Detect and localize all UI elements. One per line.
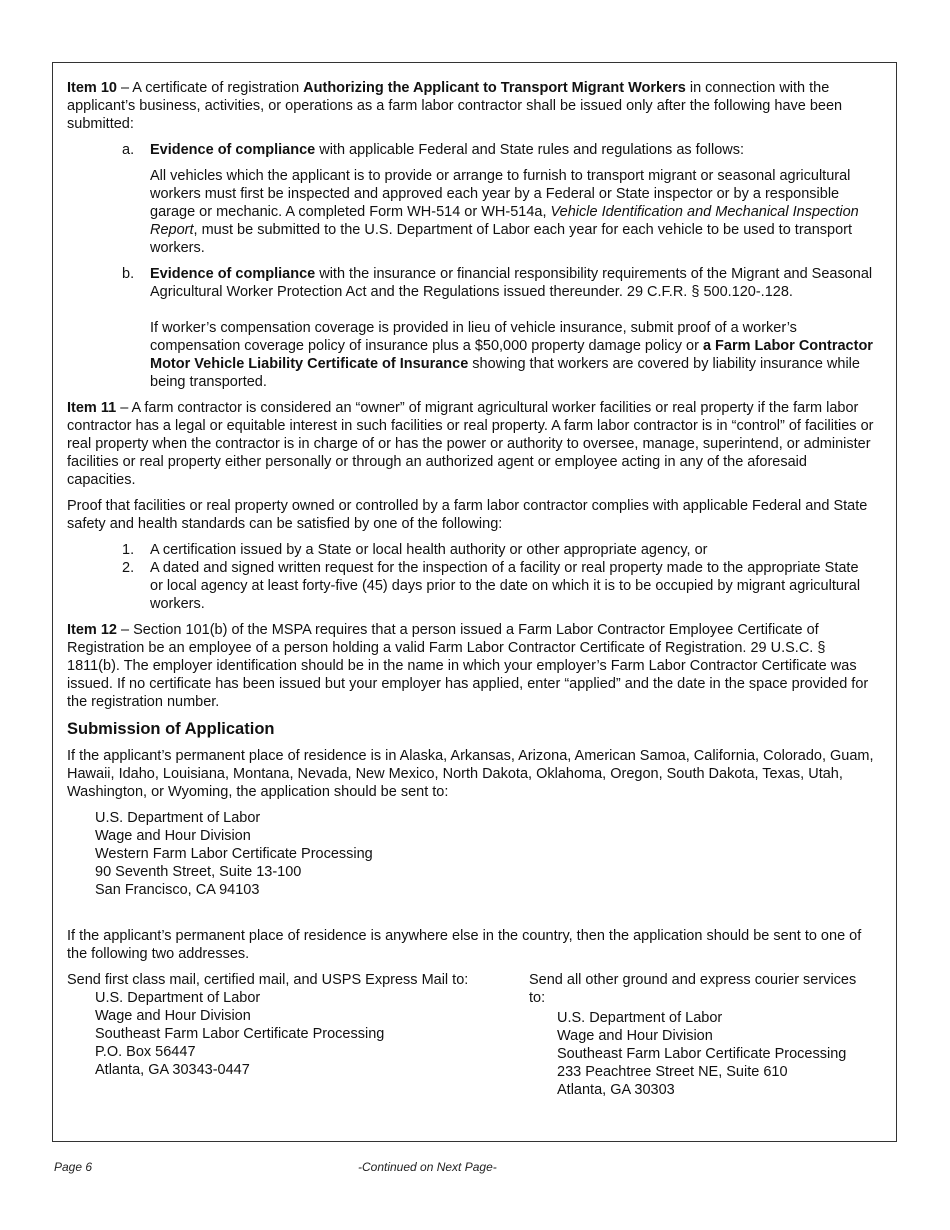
item-10-b-lead-text: with the insurance or financial responsibility requirements of the Migrant and Seasonal Agricultural Worker Protection Act and the Regulations issued thereunder. 29 C.F.R. § 500.120-.128. xyxy=(150,266,873,300)
list-item xyxy=(122,541,875,559)
item-10-a-detail xyxy=(150,167,875,257)
mail-label: Send first class mail, certified mail, and USPS Express Mail to: xyxy=(67,972,469,988)
list-item-number: 1. xyxy=(122,542,135,558)
item-10-a xyxy=(122,141,875,257)
address-line: Atlanta, GA 30303 xyxy=(557,1082,675,1098)
item-10-b-lead xyxy=(150,265,875,301)
address-line: Atlanta, GA 30343-0447 xyxy=(95,1062,250,1078)
address-line: San Francisco, CA 94103 xyxy=(95,882,260,898)
item-10-a-p1: All vehicles which the applicant is to provide or arrange to furnish to transport migrant or seasonal agricultural workers must first be inspected and approved each year by a Federal or State inspector or by a responsible garage or mechanic. A completed Form WH-514 or WH-514a, xyxy=(150,168,851,220)
item-12-paragraph xyxy=(67,621,875,711)
item-10-b-detail xyxy=(150,319,875,391)
courier-address xyxy=(557,1009,875,1099)
address-line: 233 Peachtree Street NE, Suite 610 xyxy=(557,1064,788,1080)
list-item xyxy=(122,559,875,613)
address-line: P.O. Box 56447 xyxy=(95,1044,196,1060)
item-10-label: Item 10 xyxy=(67,80,117,96)
address-line: Western Farm Labor Certificate Processing xyxy=(95,846,373,862)
item-10-a-bold: Evidence of compliance xyxy=(150,142,316,158)
item-10-b-p1: If worker’s compensation coverage is provided in lieu of vehicle insurance, submit proof of a worker’s compensation coverage policy of insurance plus a $50,000 property damage policy or xyxy=(150,320,797,354)
western-intro: If the applicant’s permanent place of residence is in Alaska, Arkansas, Arizona, American Samoa, California, Colorado, Guam, Hawaii, Idaho, Louisiana, Montana, Nevada, New Mexico, North Dakota, Oklahoma, Oregon, South Dakota, Texas, Utah, Washington, or Wyoming, the application should be sent to: xyxy=(67,748,874,800)
continued-note: -Continued on Next Page- xyxy=(358,1160,497,1174)
else-intro: If the applicant’s permanent place of residence is anywhere else in the country, then the application should be sent to one of the following two addresses. xyxy=(67,928,862,962)
item-11-proof: Proof that facilities or real property owned or controlled by a farm labor contractor complies with applicable Federal and State safety and health standards can be satisfied by one of the following: xyxy=(67,498,868,532)
address-columns xyxy=(67,971,875,1099)
mail-address xyxy=(95,989,529,1079)
item-10-bold: Authorizing the Applicant to Transport Migrant Workers xyxy=(303,80,686,96)
item-10-b-bold: Evidence of compliance xyxy=(150,266,316,282)
item-10-a-letter: a. xyxy=(122,142,135,158)
address-line: 90 Seventh Street, Suite 13-100 xyxy=(95,864,302,880)
page-number: Page 6 xyxy=(54,1160,93,1174)
item-12-text: – Section 101(b) of the MSPA requires that a person issued a Farm Labor Contractor Employee Certificate of Registration be an employee of a person holding a valid Farm Labor Contractor Certificate of Registration. 29 U.S.C. § 1811(b). The employer identification should be in the name in which your employer’s Farm Labor Contractor Certificate was issued. If no certificate has been issued but your employer has applied, enter “applied” and the date in the space provided for the registration number. xyxy=(67,622,869,710)
list-item-text: A certification issued by a State or local health authority or other appropriate agency, or xyxy=(150,542,708,558)
item-12-label: Item 12 xyxy=(67,622,117,638)
item-11-text: – A farm contractor is considered an “owner” of migrant agricultural worker facilities or real property if the farm labor contractor has a legal or equitable interest in such facilities or real property. A farm labor contractor is in “control” of facilities or real property when the contractor is in charge of or has the power or authority to oversee, manage, superintend, or administer facilities or real property either personally or through an authorized agent or employee acting in any of the aforesaid capacities. xyxy=(67,400,874,488)
address-line: Southeast Farm Labor Certificate Processing xyxy=(557,1046,847,1062)
courier-label: Send all other ground and express courier services to: xyxy=(529,972,857,1006)
address-line: Wage and Hour Division xyxy=(95,1008,251,1024)
item-10-intro-1: – A certificate of registration xyxy=(116,80,304,96)
address-line: Wage and Hour Division xyxy=(557,1028,713,1044)
item-10-b-letter: b. xyxy=(122,266,135,282)
document-frame xyxy=(52,62,897,1142)
item-11-paragraph xyxy=(67,399,875,489)
western-address xyxy=(95,809,875,899)
address-line: U.S. Department of Labor xyxy=(95,810,261,826)
address-line: U.S. Department of Labor xyxy=(95,990,261,1006)
list-item-text: A dated and signed written request for the inspection of a facility or real property made to the appropriate State or local agency at least forty-five (45) days prior to the date on which it is to be occupied by migrant agricultural workers. xyxy=(150,560,861,612)
item-10-b-bold-2: a Farm Labor Contractor Motor Vehicle Liability Certificate of Insurance xyxy=(150,338,873,372)
item-10-a-lead xyxy=(150,141,875,159)
address-line: Southeast Farm Labor Certificate Processing xyxy=(95,1026,385,1042)
item-10-b xyxy=(122,265,875,391)
item-11-list xyxy=(67,541,875,613)
page-content xyxy=(67,79,875,1099)
item-10-intro-2: in connection with the applicant’s business, activities, or operations as a farm labor contractor shall be issued only after the following have been submitted: xyxy=(67,80,843,132)
list-item-number: 2. xyxy=(122,560,135,576)
mail-column xyxy=(67,971,529,1099)
item-10-b-p2: showing that workers are covered by liability insurance while being transported. xyxy=(150,356,860,390)
item-10-a-lead-text: with applicable Federal and State rules and regulations as follows: xyxy=(315,142,745,158)
address-line: U.S. Department of Labor xyxy=(557,1010,723,1026)
item-10-a-italic: Vehicle Identification and Mechanical Inspection Report xyxy=(150,204,859,238)
item-10-a-p2: , must be submitted to the U.S. Department of Labor each year for each vehicle to be used to transport workers. xyxy=(150,222,853,256)
item-10-paragraph xyxy=(67,79,875,133)
item-11-label: Item 11 xyxy=(67,400,117,416)
submission-heading: Submission of Application xyxy=(67,720,275,738)
courier-column xyxy=(529,971,875,1099)
address-line: Wage and Hour Division xyxy=(95,828,251,844)
